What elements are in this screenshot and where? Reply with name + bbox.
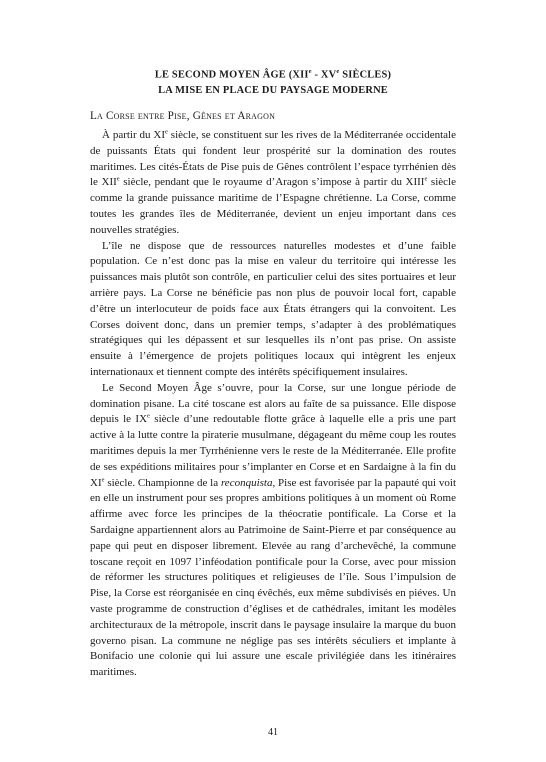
reconquista-term: reconquista xyxy=(220,476,273,489)
chapter-heading xyxy=(90,64,456,99)
body-text xyxy=(90,128,456,681)
chapter-title-line1: LE SECOND MOYEN ÂGE (XIIe - XVe SIÈCLES) xyxy=(154,68,392,81)
paragraph-2: L’île ne dispose que de ressources naturelles modestes et d’une faible population. Ce n’est donc pas la mise en valeur du territoire qui intéresse les puissances mais plutôt son contrôle, en particulier celui des sites portuaires et leur arrière pays. La Corse ne bénéficie pas non plus de pouvoir local fort, capable d’être un interlocuteur de poids face aux États étrangers qui la convoitent. Les Corses doivent donc, dans un premier temps, s’adapter à des problématiques stratégiques qui les dépassent et sur lesquelles ils n’ont pas prise. On assiste ensuite à l’émergence de projets politiques locaux qui intègrent les enjeux internationaux et tiennent compte des intérêts spécifiquement insulaires. xyxy=(90,239,456,378)
chapter-title-line2: LA MISE EN PLACE DU PAYSAGE MODERNE xyxy=(158,85,388,97)
paragraph-1: À partir du XIe siècle, se constituent sur les rives de la Méditerranée occidentale de puissants États qui fondent leur prospérité sur la domination des routes maritimes. Les cités-États de Pise puis de Gênes contrôlent l’espace tyrrhénien dès le XIIe siècle, pendant que le royaume d’Aragon s’impose à partir du XIIIe siècle comme la grande puissance maritime de l’Espagne chrétienne. La Corse, comme toutes les grandes îles de Méditerranée, devient un enjeu important dans ces nouvelles stratégies. xyxy=(90,128,456,236)
section-title: La Corse entre Pise, Gênes et Aragon xyxy=(90,110,276,122)
page-number: 41 xyxy=(268,727,278,738)
paragraph-3: Le Second Moyen Âge s’ouvre, pour la Corse, sur une longue période de domination pisane. La cité toscane est alors au faîte de sa puissance. Elle dispose depuis le IXe siècle d’une redoutable flotte grâce à laquelle elle a pris une part active à la lutte contre la piraterie musulmane, dégageant du même coup les routes maritimes depuis la mer Tyrrhénienne vers le reste de la Méditerranée. Elle profite de ses expéditions militaires pour s’implanter en Corse et en Sardaigne à la fin du XIe siècle. Championne de la reconquista, Pise est favorisée par la papauté qui voit en elle un instrument pour ses propres ambitions politiques à un moment où Rome affirme avec force les principes de la théocratie pontificale. La Corse et la Sardaigne appartiennent alors au Patrimoine de Saint-Pierre et par conséquence au pape qui peut en disposer librement. Elevée au rang d’archevêché, la commune toscane reçoit en 1097 l’inféodation pontificale pour la Corse, avec pour mission de réformer les structures politiques et religieuses de l’île. Sous l’impulsion de Pise, la Corse est réorganisée en cinq évêchés, eux même subdivisés en piéves. Un vaste programme de construction d’églises et de cathédrales, imitant les modèles architecturaux de la métropole, inscrit dans le paysage insulaire la marque du buon governo pisan. La commune ne néglige pas ses intérêts séculiers et implante à Bonifacio une colonie qui lui assure une escale privilégiée dans les itinéraires maritimes. xyxy=(90,381,456,679)
